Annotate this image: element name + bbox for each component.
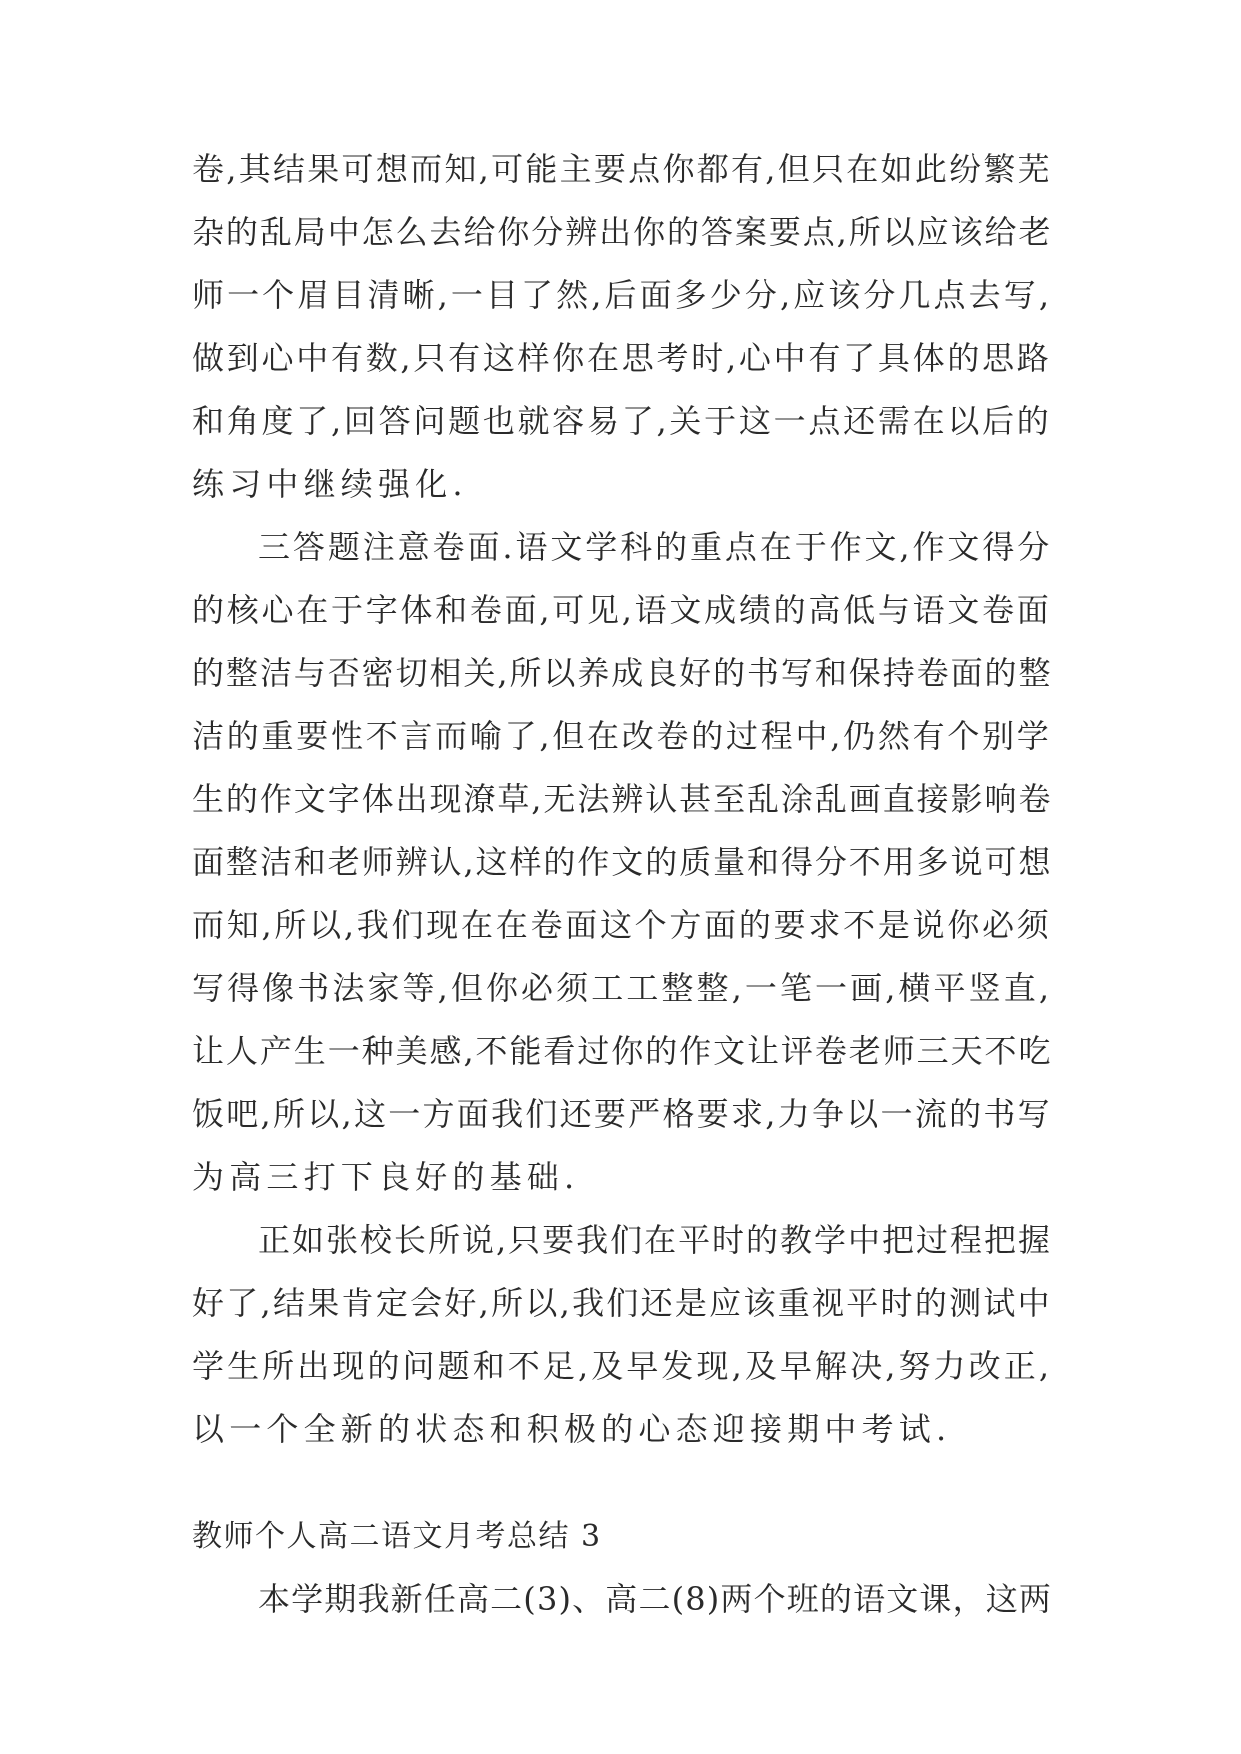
paragraph-2-line-1: 三答题注意卷面.语文学科的重点在于作文,作文得分 [258, 528, 1053, 566]
closing-line: 本学期我新任高二(3)、高二(8)两个班的语文课，这两 [258, 1580, 1053, 1618]
paragraph-1-line-3: 师一个眉目清晰,一目了然,后面多少分,应该分几点去写, [192, 276, 1053, 314]
paragraph-2-line-5: 生的作文字体出现潦草,无法辨认甚至乱涂乱画直接影响卷 [192, 780, 1053, 818]
paragraph-1-line-6: 练习中继续强化. [192, 465, 468, 503]
paragraph-2-line-6: 面整洁和老师辨认,这样的作文的质量和得分不用多说可想 [192, 843, 1053, 881]
paragraph-3-line-2: 好了,结果肯定会好,所以,我们还是应该重视平时的测试中 [192, 1284, 1052, 1322]
paragraph-3-line-1: 正如张校长所说,只要我们在平时的教学中把过程把握 [258, 1221, 1052, 1259]
paragraph-2-line-7: 而知,所以,我们现在在卷面这个方面的要求不是说你必须 [192, 906, 1052, 944]
paragraph-1-line-2: 杂的乱局中怎么去给你分辨出你的答案要点,所以应该给老 [192, 213, 1053, 251]
paragraph-3-line-4: 以一个全新的状态和积极的心态迎接期中考试. [192, 1410, 952, 1448]
paragraph-1-line-5: 和角度了,回答问题也就容易了,关于这一点还需在以后的 [192, 402, 1052, 440]
paragraph-2-line-4: 洁的重要性不言而喻了,但在改卷的过程中,仍然有个别学 [192, 717, 1052, 755]
paragraph-2-line-11: 为高三打下良好的基础. [192, 1158, 580, 1196]
paragraph-2-line-3: 的整洁与否密切相关,所以养成良好的书写和保持卷面的整 [192, 654, 1053, 692]
paragraph-1-line-1: 卷,其结果可想而知,可能主要点你都有,但只在如此纷繁芜 [192, 150, 1052, 188]
paragraph-2-line-8: 写得像书法家等,但你必须工工整整,一笔一画,横平竖直, [192, 969, 1053, 1007]
paragraph-2-line-10: 饭吧,所以,这一方面我们还要严格要求,力争以一流的书写 [192, 1095, 1052, 1133]
paragraph-2-line-2: 的核心在于字体和卷面,可见,语文成绩的高低与语文卷面 [192, 591, 1052, 629]
paragraph-2-line-9: 让人产生一种美感,不能看过你的作文让评卷老师三天不吃 [192, 1032, 1053, 1070]
paragraph-3-line-3: 学生所出现的问题和不足,及早发现,及早解决,努力改正, [192, 1347, 1053, 1385]
section-heading: 教师个人高二语文月考总结 3 [192, 1519, 602, 1554]
paragraph-1-line-4: 做到心中有数,只有这样你在思考时,心中有了具体的思路 [192, 339, 1052, 377]
